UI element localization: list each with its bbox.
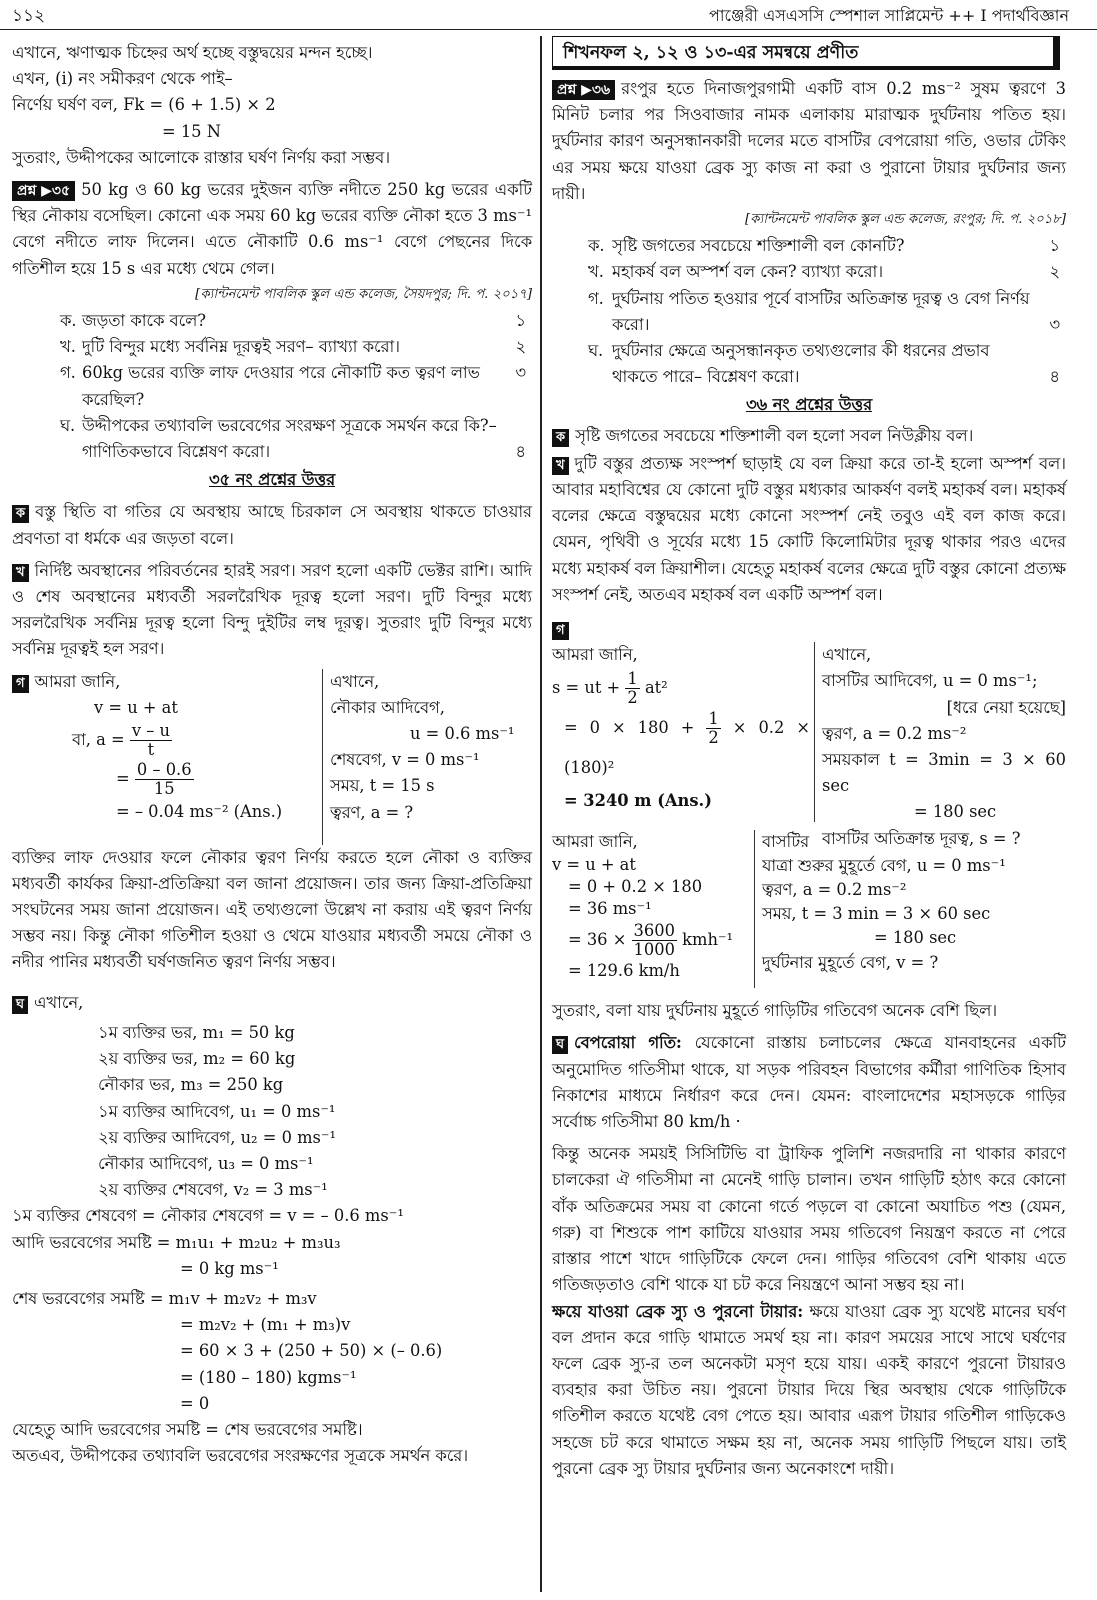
ga2-eq4: [552, 920, 752, 960]
part-text: দুটি বিন্দুর মধ্যে সর্বনিম্ন দূরত্বই সরণ– ব্যাখ্যা করো।: [82, 337, 400, 357]
answer-text: বস্তু স্থিতি বা গতির যে অবস্থায় আছে চিরকাল সে অবস্থায় থাকতে চাওয়ার প্রবণতা বা ধর্মকে এর জড়তা বলে।: [12, 502, 532, 548]
gha-reckless-title: বেপরোয়া গতি:: [574, 1033, 682, 1053]
q35-tag: প্রশ্ন ▶৩৫: [12, 181, 75, 201]
part-label: গ.: [60, 363, 76, 383]
running-title: পাঞ্জেরী এসএসসি স্পেশাল সাপ্লিমেন্ট ++ I পদার্থবিজ্ঞান: [709, 6, 1069, 25]
ga2-eq2: = 0 + 0.2 × 180: [568, 877, 703, 897]
q36-answer-gha: [552, 1030, 1066, 1135]
gha-final1: শেষ ভরবেগের সমষ্টি = m₁v + m₂v₂ + m₃v: [12, 1288, 317, 1308]
ga1-t2: = 180 sec: [914, 802, 997, 822]
intro-line-2: এখন, (i) নং সমীকরণ থেকে পাই–: [12, 69, 233, 89]
page-header: [0, 0, 1097, 30]
answer-text: নির্দিষ্ট অবস্থানের পরিবর্তনের হারই সরণ। সরণ হলো একটি ভেক্টর রাশি। আদি ও শেষ অবস্থানের মধ্যবর্তী সরলরৈখিক দূরত্ব হলো সরণ। দুটি বিন্দুর মধ্যে সরলরৈখিক সর্বনিম্ন দূরত্ব হলো বিন্দু দুইটির লম্ব দূরত্ব। সুতরাং দুটি বিন্দুর মধ্যে সর্বনিম্ন দূরত্বই হল সরণ।: [12, 560, 532, 659]
gha-paragraph-2: কিন্তু অনেক সময়ই সিসিটিভি বা ট্রাফিক পুলিশি নজরদারি না থাকার কারণে চালকেরা ঐ গতিসীমা না মেনেই গাড়ি চালান। তখন গাড়িটি হঠাৎ করে কোনো বাঁক অতিক্রমের সময় বা কোনো গর্তে পড়লে বা কোনো অযাচিত পশু (যেমন, গরু) বা শিশুকে পাশ কাটিয়ে যাওয়ার সময় গতিবেগ নিয়ন্ত্রণ করতে না পেরে রাস্তার পাশে খাদে গাড়িটিকে ফেলে দেন। গাড়ির গতিবেগ বেশি থাকায় এতে গতিজড়তাও বেশি থাকে যা চট করে নিয়ন্ত্রণে আনা সম্ভব হয় না।: [552, 1144, 1066, 1295]
ga1-eq2: [552, 708, 810, 788]
ga1-eq3-text: = 3240 m (Ans.): [564, 791, 712, 811]
q36-source: [ক্যান্টনমেন্ট পাবলিক স্কুল এন্ড কলেজ, রংপুর; দি. প. ২০১৮]: [745, 212, 1066, 228]
q35-ga-note: ব্যক্তির লাফ দেওয়ার ফলে নৌকার ত্বরণ নির্ণয় করতে হলে নৌকা ও ব্যক্তির মধ্যবর্তী কার্যকর ক্রিয়া-প্রতিক্রিয়া বল জানা প্রয়োজন। তার জন্য ক্রিয়া-প্রতিক্রিয়া সংঘটনের সময় জানা প্রয়োজন। এই তথ্যগুলো উল্লেখ না করায় এই ত্বরণ নির্ণয় সম্ভব নয়। কিন্তু নৌকা গতিশীল হওয়া ও থেমে যাওয়ার মধ্যবর্তী সময়ে নৌকা ও নদীর পানির মধ্যবর্তী ঘর্ষণজনিত ত্বরণ নির্ণয় সম্ভব।: [12, 847, 532, 972]
fraction: [632, 922, 677, 959]
ga1-givens: [822, 642, 1066, 852]
gha-line: ২য় ব্যক্তির ভর, m₂ = 60 kg: [98, 1049, 296, 1069]
answer-tag: গ: [12, 675, 29, 693]
fraction: [706, 710, 720, 747]
gha-line: ২য় ব্যক্তির আদিবেগ, u₂ = 0 ms⁻¹: [98, 1127, 337, 1147]
answer-tag: ক: [552, 429, 569, 447]
q35-part-gha: [12, 413, 532, 465]
right-column: [552, 36, 1066, 1482]
ga1-work: [552, 642, 810, 814]
part-mark: ৩: [1049, 314, 1060, 334]
ga2-bus: বাসটির: [762, 832, 810, 852]
part-mark: ২: [515, 337, 526, 357]
eq-prefix: = 36 ×: [568, 930, 627, 950]
ga-t: সময়, t = 15 s: [330, 776, 435, 796]
frac-num: v – u: [131, 721, 171, 741]
ga1-t1: সময়কাল t = 3min = 3 × 60 sec: [822, 750, 1066, 796]
ga-u-val: u = 0.6 ms⁻¹: [410, 724, 515, 744]
ga2-t1: সময়, t = 3 min = 3 × 60 sec: [762, 904, 991, 924]
ga2-eq3: = 36 ms⁻¹: [568, 899, 652, 919]
ga1-assumed: [ধরে নেয়া হয়েছে]: [946, 697, 1066, 717]
ga-separator: [322, 669, 323, 845]
gha-final4: = (180 – 180) kgms⁻¹: [180, 1367, 357, 1387]
gha-final2: = m₂v₂ + (m₁ + m₃)v: [180, 1315, 351, 1335]
part-text: সৃষ্টি জগতের সবচেয়ে শক্তিশালী বল কোনটি?: [612, 236, 905, 256]
part-text: জড়তা কাকে বলে?: [82, 311, 206, 331]
q36-ga-block-2: [552, 830, 1066, 998]
q36-part-gha: [552, 338, 1066, 390]
part-text: দুর্ঘটনার ক্ষেত্রে অনুসন্ধানকৃত তথ্যগুলোর কী ধরনের প্রভাব থাকতে পারে– বিশ্লেষণ করো।: [612, 341, 990, 387]
eq-suffix: kmh⁻¹: [682, 930, 734, 950]
frac-num: 1: [627, 669, 638, 689]
eq-prefix: =: [116, 769, 130, 789]
ga1-a: ত্বরণ, a = 0.2 ms⁻²: [822, 723, 967, 743]
answer-tag: ক: [12, 505, 29, 523]
ga-givens: [330, 669, 530, 826]
q36-answer-ka: [552, 423, 1066, 449]
q35-part-ga: [12, 360, 532, 412]
part-text: উদ্দীপকের তথ্যাবলি ভরবেগের সংরক্ষণ সূত্রকে সমর্থন করে কি?– গাণিতিকভাবে বিশ্লেষণ করো।: [82, 415, 497, 462]
left-column: [12, 40, 532, 1469]
frac-num: 1: [708, 709, 719, 729]
frac-den: 1000: [633, 940, 675, 960]
q35-answer-ga-block: [12, 669, 532, 845]
eq-prefix: = 0 × 180 +: [564, 718, 695, 738]
fraction: [625, 670, 639, 707]
q36-stem: [552, 76, 1066, 207]
part-mark: ৩: [515, 363, 526, 383]
q35-stem-text: 50 kg ও 60 kg ভরের দুইজন ব্যক্তি নদীতে 250 kg ভরের একটি স্থির নৌকায় বসেছিল। কোনো এক সময় 60 kg ভরের ব্যক্তি নৌকা হতে 3 ms⁻¹ বেগে নদীতে লাফ দিলেন। এতে নৌকাটি 0.6 ms⁻¹ বেগে পেছনের দিকে গতিশীল হয়ে 15 s এর মধ্যে থেমে গেল।: [12, 180, 532, 278]
q35-source: [ক্যান্টনমেন্ট পাবলিক স্কুল এন্ড কলেজ, সৈয়দপুর; দি. প. ২০১৭]: [195, 286, 532, 302]
intro-line-1: এখানে, ঋণাত্মক চিহ্নের অর্থ হচ্ছে বস্তুদ্বয়ের মন্দন হচ্ছে।: [12, 43, 373, 62]
gha-reckless-text: যেকোনো রাস্তায় চলাচলের ক্ষেত্রে যানবাহনের একটি অনুমোদিত গতিসীমা থাকে, যা সড়ক পরিবহন বিভাগের কর্মীরা গাণিতিক হিসাব নিকাশের মাধ্যমে নির্ধারণ করে দেন। যেমন: বাংলাদেশের মহাসড়কে গাড়ির সর্বোচ্চ গতিসীমা 80 km/h ·: [552, 1033, 1066, 1132]
answer-text: দুটি বস্তুর প্রত্যক্ষ সংস্পর্শ ছাড়াই যে বল ক্রিয়া করে তা-ই হলো অস্পর্শ বল। আবার মহাবিশ্বের যে কোনো দুটি বস্তুর মধ্যকার আকর্ষণ বলই মহাকর্ষ বল। মহাকর্ষ বলের ক্ষেত্রে বস্তুদ্বয়ের মধ্যে কোনো সংস্পর্শ নেই তবুও এই বল কাজ করে। যেমন, পৃথিবী ও সূর্যের মধ্যে 15 কোটি কিলোমিটার দূরত্ব থাকার পরও এদের মধ্যে মহাকর্ষ বল ক্রিয়াশীল। যেহেতু মহাকর্ষ বলের ক্ষেত্রে দুটি বস্তুর কোনো প্রত্যক্ষ সংস্পর্শ নেই, অতএব মহাকর্ষ বল একটি অস্পর্শ বল।: [552, 453, 1066, 604]
part-label: ঘ.: [60, 415, 76, 435]
ga1-eq1: [552, 668, 810, 708]
ga-a: ত্বরণ, a = ?: [330, 802, 414, 822]
frac-den: 2: [708, 728, 719, 748]
gha-line: নৌকার ভর, m₃ = 250 kg: [98, 1075, 284, 1095]
ga2-eq1: v = u + at: [552, 855, 636, 875]
gha-brake-text: ক্ষয়ে যাওয়া ব্রেক স্যু যথেষ্ট মানের ঘর্ষণ বল প্রদান করে গাড়ি থামাতে সমর্থ হয় না। কারণ সময়ের সাথে সাথে ঘর্ষণের ফলে ব্রেক স্যু-র তল অনেকটা মসৃণ হয়ে যায়। একই কারণে পুরনো টায়ারও ব্যবহার করা উচিত নয়। পুরনো টায়ার দিয়ে স্থির অবস্থায় থেকে গাড়িটিকে গতিশীল করতে যথেষ্ট বেগ পেতে হয়। আবার এরূপ টায়ার গতিশীল গাড়িকেও সহজে চট করে থামাতে সক্ষম হয় না, অনেক সময় গাড়িটি পিছলে যায়। তাই পুরনো ব্রেক স্যু টায়ার দুর্ঘটনার জন্য অনেকাংশে দায়ী।: [552, 1301, 1066, 1478]
frac-den: 2: [627, 688, 638, 708]
ga-here: এখানে,: [330, 671, 380, 691]
intro-line-3: নির্ণেয় ঘর্ষণ বল, Fk = (6 + 1.5) × 2: [12, 95, 276, 115]
gha-init2: = 0 kg ms⁻¹: [180, 1258, 279, 1278]
q36-answer-heading: ৩৬ নং প্রশ্নের উত্তর: [745, 395, 873, 415]
ga-eq3: [12, 759, 317, 799]
part-label: গ.: [588, 288, 604, 308]
ga-u-label: নৌকার আদিবেগ,: [330, 697, 445, 717]
gha-init1: আদি ভরবেগের সমষ্টি = m₁u₁ + m₂u₂ + m₃u₃: [12, 1232, 341, 1252]
ga2-work: [552, 830, 752, 982]
q36-part-ka: [552, 233, 1066, 259]
q36-answer-ga-tag-line: [552, 616, 1066, 642]
eq-prefix: s = ut +: [552, 678, 621, 698]
part-text: দুর্ঘটনায় পতিত হওয়ার পূর্বে বাসটির অতিক্রান্ত দূরত্ব ও বেগ নির্ণয় করো।: [612, 288, 1030, 334]
answer-tag: খ: [12, 564, 29, 582]
answer-tag: ঘ: [552, 1036, 568, 1054]
frac-num: 0 – 0.6: [136, 760, 192, 780]
frac-den: 15: [153, 779, 175, 799]
q36-stem-text: রংপুর হতে দিনাজপুরগামী একটি বাস 0.2 ms⁻² সুষম ত্বরণে 3 মিনিট চলার পর সিওবাজার নামক এলাকায় মারাত্মক দুর্ঘটনায় পতিত হয়। দুর্ঘটনার কারণ অনুসন্ধানকারী দলের মতে বাসটির বেপরোয়া গতি, ওভার টেকিং এর সময় ক্ষয়ে যাওয়া ব্রেক স্যু কাজ না করা ও পুরানো টায়ার দুর্ঘটনার জন্য দায়ী।: [552, 79, 1066, 203]
ga1-eq3: [552, 788, 810, 814]
ga2-eq5: = 129.6 km/h: [568, 961, 680, 981]
part-label: ঘ.: [588, 341, 604, 361]
gha-brake-title: ক্ষয়ে যাওয়া ব্রেক স্যু ও পুরনো টায়ার:: [552, 1301, 804, 1321]
gha-line: নৌকার আদিবেগ, u₃ = 0 ms⁻¹: [98, 1153, 314, 1173]
fraction: [130, 722, 172, 759]
ga-work: [12, 669, 317, 826]
gha-line: ১ম ব্যক্তির আদিবেগ, u₁ = 0 ms⁻¹: [98, 1101, 336, 1121]
ga2-t2: = 180 sec: [874, 928, 957, 948]
part-label: ক.: [588, 236, 605, 256]
q36-part-ga: [552, 286, 1066, 338]
gha-line: ২য় ব্যক্তির শেষবেগ, v₂ = 3 ms⁻¹: [98, 1180, 328, 1200]
part-mark: ২: [1049, 262, 1060, 282]
q36-answer-kha: [552, 451, 1066, 608]
ga2-known: আমরা জানি,: [552, 832, 638, 852]
ga-eq2: [12, 721, 317, 759]
ga2-a: ত্বরণ, a = 0.2 ms⁻²: [762, 880, 907, 900]
gha-line: ১ম ব্যক্তির ভর, m₁ = 50 kg: [98, 1022, 295, 1042]
q36-ga-conclusion: সুতরাং, বলা যায় দুর্ঘটনায় মুহূর্তে গাড়িটির গতিবেগ অনেক বেশি ছিল।: [552, 1001, 998, 1021]
ga-eq4: = – 0.04 ms⁻² (Ans.): [116, 802, 283, 822]
ga1-known: আমরা জানি,: [552, 645, 638, 665]
ga2-u: যাত্রা শুরুর মুহূর্তে বেগ, u = 0 ms⁻¹: [762, 856, 1006, 876]
part-mark: ১: [515, 311, 526, 331]
q35-answer-ka: [12, 499, 532, 551]
q35-answer-gha: [12, 990, 532, 1016]
eq-suffix: at²: [644, 678, 668, 698]
q35-part-ka: [12, 308, 532, 334]
gha-v: ১ম ব্যক্তির শেষবেগ = নৌকার শেষবেগ = v = – 0.6 ms⁻¹: [12, 1206, 404, 1226]
ga-v: শেষবেগ, v = 0 ms⁻¹: [330, 750, 480, 770]
q35-answer-heading: ৩৫ নং প্রশ্নের উত্তর: [208, 470, 336, 490]
part-text: মহাকর্ষ বল অস্পর্শ বল কেন? ব্যাখ্যা করো।: [612, 262, 884, 282]
gha-here: এখানে,: [34, 992, 84, 1012]
answer-tag: খ: [552, 457, 569, 475]
q36-tag: প্রশ্ন ▶৩৬: [552, 80, 615, 100]
eq-prefix: বা, a =: [72, 730, 125, 750]
frac-num: 3600: [633, 921, 675, 941]
q35-part-kha: [12, 334, 532, 360]
gha-conclusion-1: যেহেতু আদি ভরবেগের সমষ্টি = শেষ ভরবেগের সমষ্টি।: [12, 1419, 363, 1439]
ga1-u: বাসটির আদিবেগ, u = 0 ms⁻¹;: [822, 671, 1038, 691]
gha-brake-paragraph: [552, 1299, 1066, 1482]
ga1-here: এখানে,: [822, 645, 872, 665]
part-mark: ১: [1049, 236, 1060, 256]
part-label: খ.: [588, 262, 604, 282]
eq-suffix: × 0.2 × (180)²: [564, 718, 810, 778]
part-text: 60kg ভরের ব্যক্তি লাফ দেওয়ার পরে নৌকাটি কত ত্বরণ লাভ করেছিল?: [82, 363, 480, 409]
answer-text: সৃষ্টি জগতের সবচেয়ে শক্তিশালী বল হলো সবল নিউক্লীয় বল।: [575, 425, 974, 445]
learning-outcome-banner: শিখনফল ২, ১২ ও ১৩-এর সমন্বয়ে প্রণীত: [552, 36, 1060, 70]
gha-conclusion-2: অতএব, উদ্দীপকের তথ্যাবলি ভরবেগের সংরক্ষণের সূত্রকে সমর্থন করে।: [12, 1446, 469, 1466]
ga1-s: বাসটির অতিক্রান্ত দূরত্ব, s = ?: [822, 828, 1021, 848]
q35-answer-kha: [12, 558, 532, 663]
ga2-separator: [754, 830, 755, 988]
q36-part-kha: [552, 259, 1066, 285]
intro-line-5: সুতরাং, উদ্দীপকের আলোকে রাস্তার ঘর্ষণ নির্ণয় করা সম্ভব।: [12, 147, 391, 167]
answer-tag: ঘ: [12, 996, 28, 1014]
ga-eq1: v = u + at: [94, 697, 178, 717]
column-divider: [540, 36, 542, 1592]
part-mark: ৪: [515, 441, 526, 461]
q35-stem: [12, 177, 532, 282]
part-label: ক.: [60, 311, 77, 331]
part-label: খ.: [60, 337, 76, 357]
intro-line-4: = 15 N: [162, 121, 221, 141]
part-mark: ৪: [1049, 367, 1060, 387]
ga-known: আমরা জানি,: [34, 671, 121, 691]
q36-ga-block-1: [552, 642, 1066, 848]
ga2-v: দুর্ঘটনার মুহূর্তে বেগ, v = ?: [762, 953, 939, 973]
ga1-separator: [814, 642, 815, 822]
ga2-givens: [762, 830, 1066, 976]
gha-final5: = 0: [180, 1393, 210, 1413]
answer-tag: গ: [552, 622, 569, 640]
gha-final3: = 60 × 3 + (250 + 50) × (– 0.6): [180, 1341, 443, 1361]
page-number: ১১২: [12, 6, 46, 26]
fraction: [135, 761, 194, 798]
frac-den: t: [147, 740, 155, 760]
